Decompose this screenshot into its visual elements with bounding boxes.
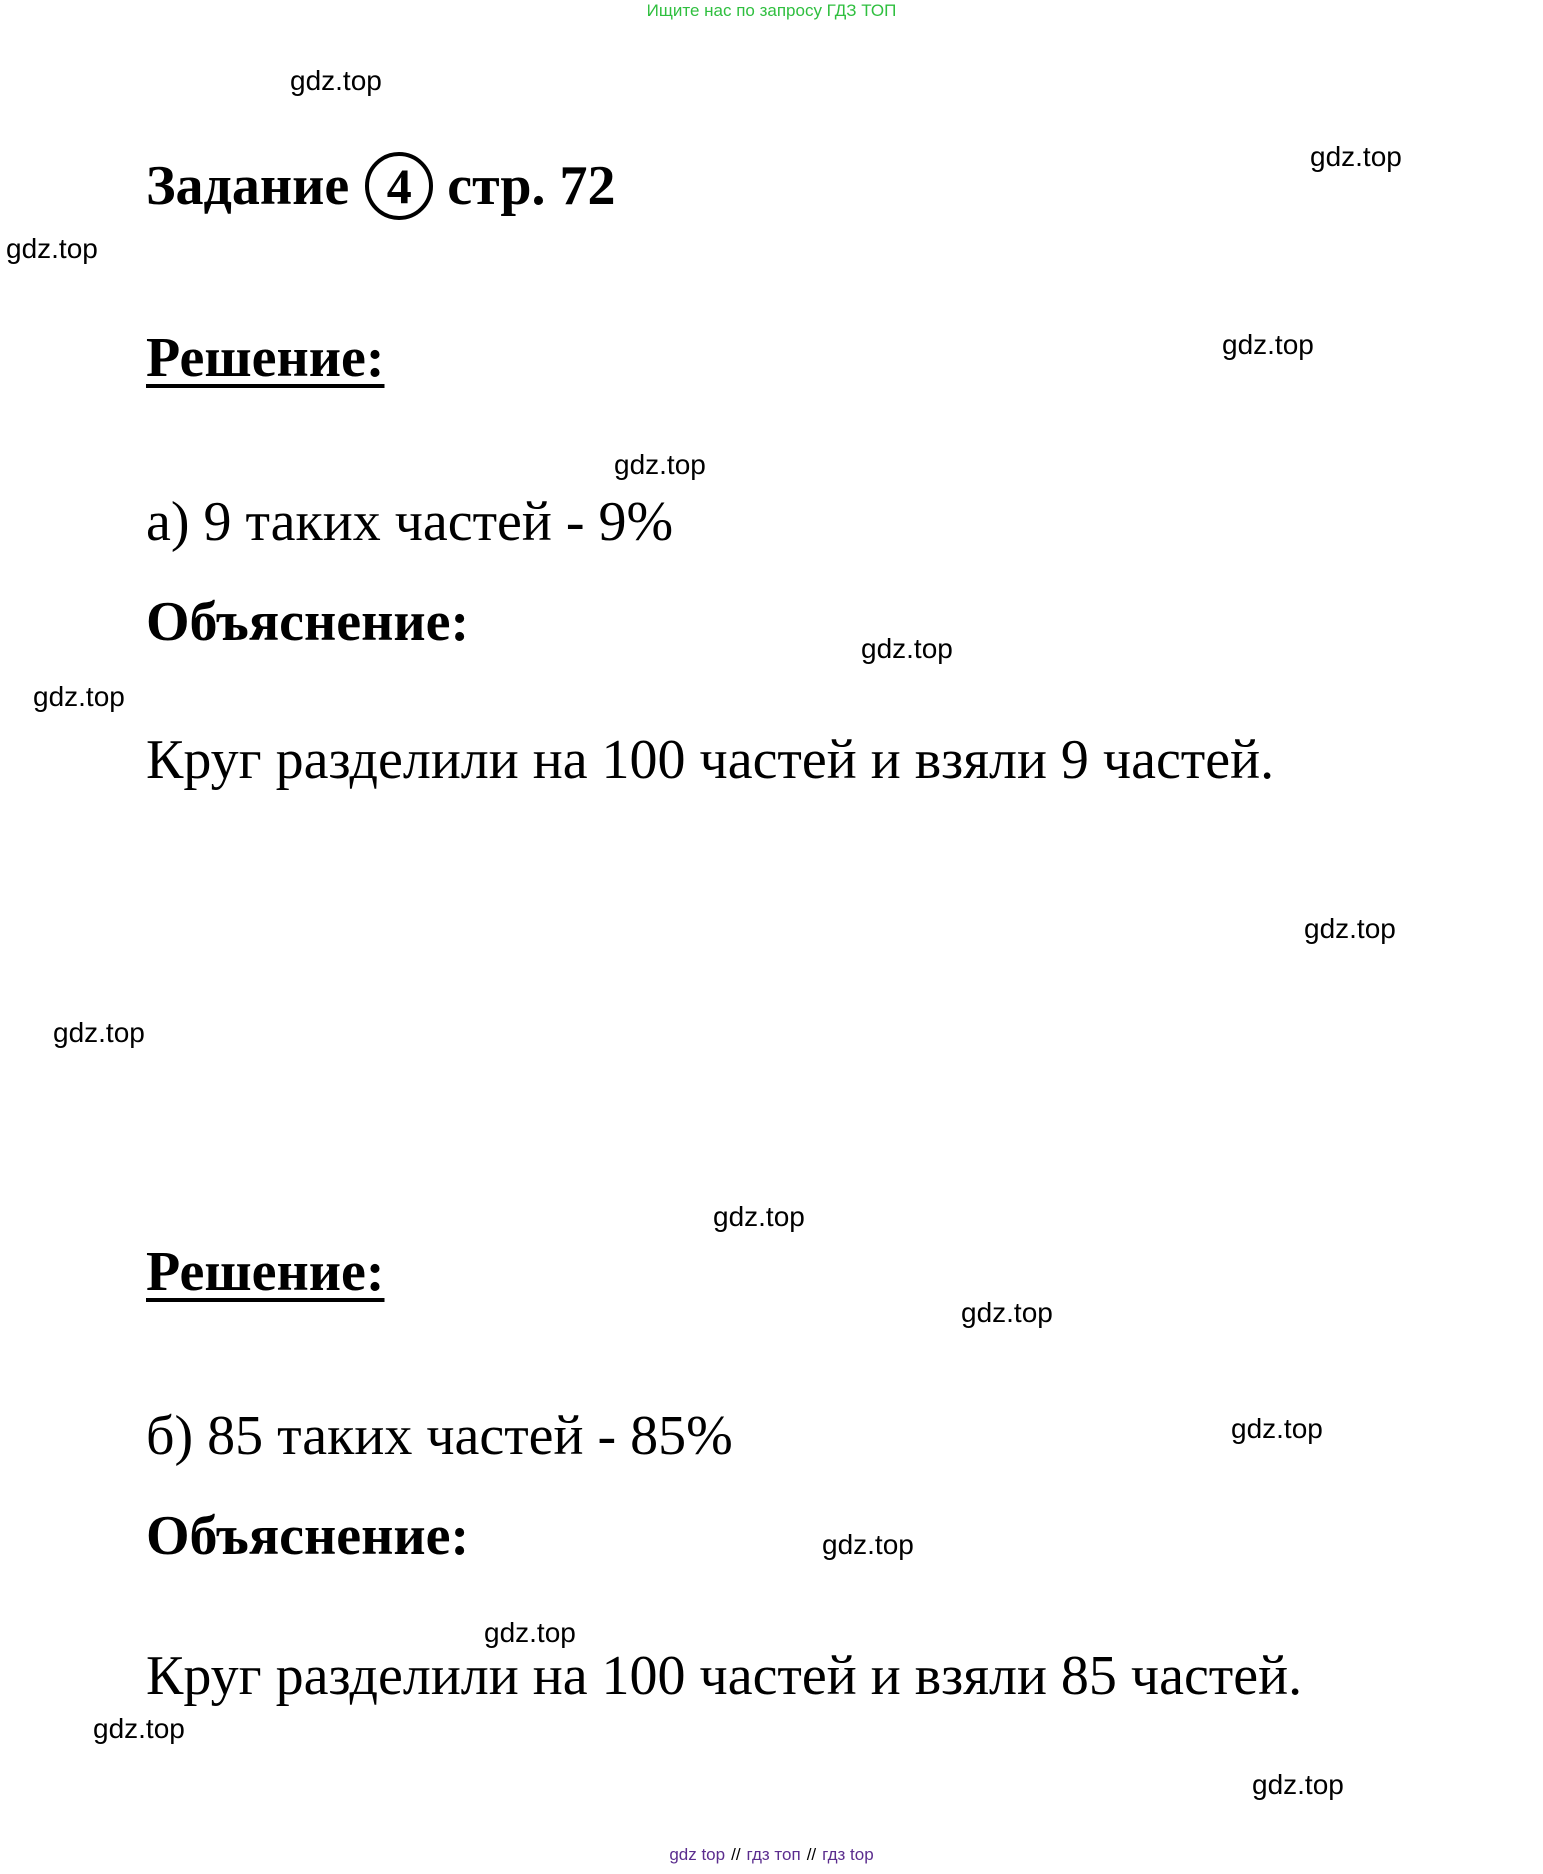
watermark: gdz.top	[1231, 1413, 1323, 1444]
explanation-heading: Объяснение:	[146, 591, 470, 653]
task-number-badge: 4	[365, 152, 433, 220]
watermark: gdz.top	[614, 449, 706, 480]
footer-link[interactable]: gdz top	[669, 1845, 726, 1864]
explanation-heading: Объяснение:	[146, 1505, 470, 1567]
watermark: gdz.top	[1252, 1769, 1344, 1800]
footer-separator: //	[806, 1845, 817, 1864]
title-suffix: стр. 72	[447, 155, 616, 217]
watermark: gdz.top	[1310, 141, 1402, 172]
watermark: gdz.top	[961, 1297, 1053, 1328]
explanation-text: Круг разделили на 100 частей и взяли 85 частей.	[146, 1645, 1303, 1707]
top-banner[interactable]: Ищите нас по запросу ГДЗ ТОП	[646, 1, 897, 20]
footer-link[interactable]: гдз top	[822, 1845, 874, 1864]
watermark: gdz.top	[290, 65, 382, 96]
answer-text: б) 85 таких частей - 85%	[146, 1405, 733, 1467]
solution-heading: Решение:	[146, 327, 385, 389]
footer-separator: //	[731, 1845, 741, 1864]
explanation-text: Круг разделили на 100 частей и взяли 9 частей.	[146, 729, 1275, 791]
watermark: gdz.top	[1304, 913, 1396, 944]
page-title	[146, 152, 615, 220]
watermark: gdz.top	[33, 681, 125, 712]
watermark: gdz.top	[484, 1617, 576, 1648]
watermark: gdz.top	[1222, 329, 1314, 360]
solution-heading: Решение:	[146, 1241, 385, 1303]
watermark: gdz.top	[53, 1017, 145, 1048]
title-prefix: Задание	[146, 155, 350, 217]
answer-text: а) 9 таких частей - 9%	[146, 491, 674, 553]
watermark: gdz.top	[93, 1713, 185, 1744]
watermark: gdz.top	[822, 1529, 914, 1560]
watermark: gdz.top	[861, 633, 953, 664]
watermark: gdz.top	[713, 1201, 805, 1232]
footer-links	[0, 1844, 1543, 1866]
footer-link[interactable]: гдз топ	[746, 1845, 801, 1864]
watermark: gdz.top	[6, 233, 98, 264]
